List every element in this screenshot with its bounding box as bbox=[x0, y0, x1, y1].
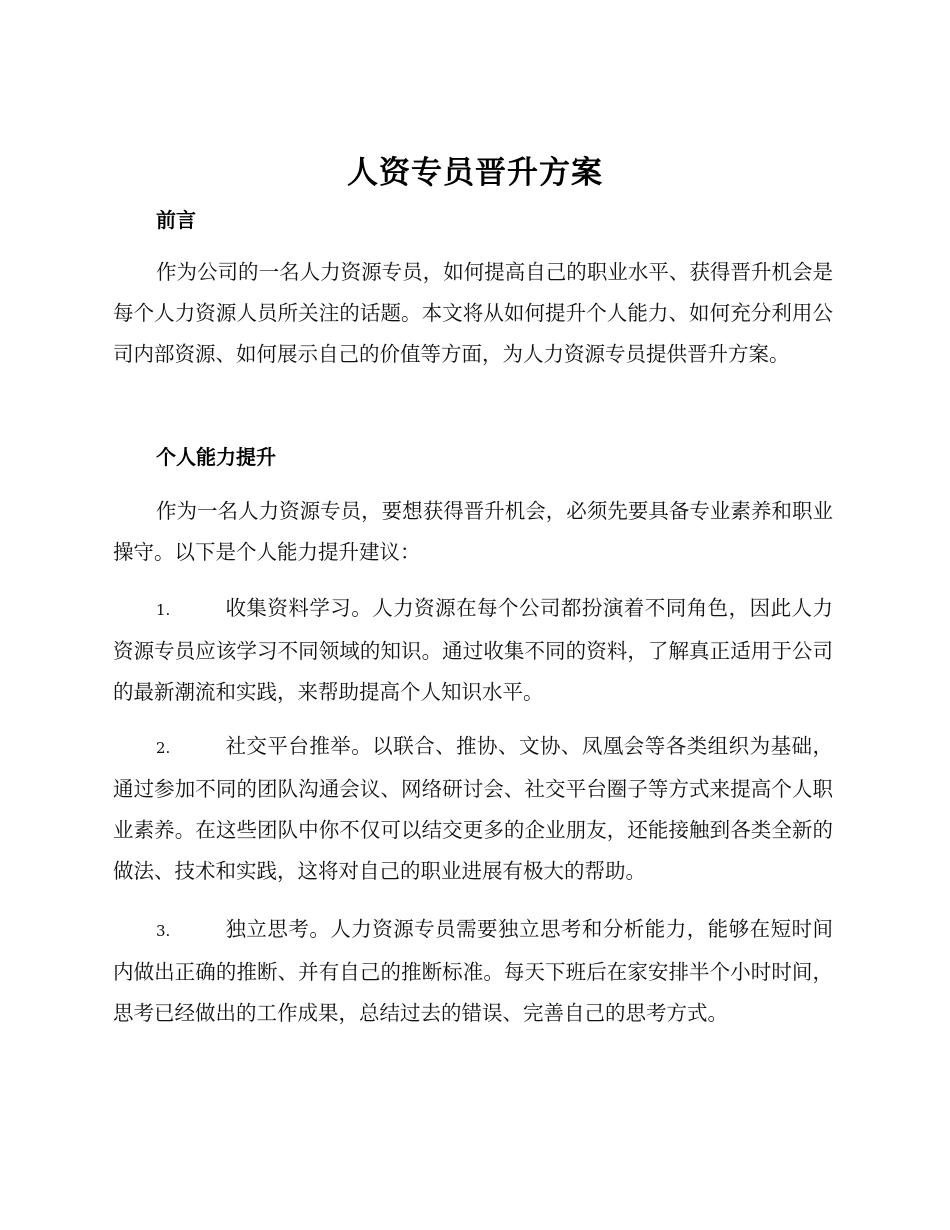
section-heading-ability: 个人能力提升 bbox=[156, 445, 276, 469]
list-item-number: 3. bbox=[156, 922, 171, 940]
document-title: 人资专员晋升方案 bbox=[347, 155, 603, 191]
list-item-number: 1. bbox=[156, 601, 171, 619]
ability-intro-paragraph: 作为一名人力资源专员，要想获得晋升机会，必须先要具备专业素养和职业操守。以下是个人能力提升建议： bbox=[113, 499, 833, 564]
list-item-text: 独立思考。人力资源专员需要独立思考和分析能力，能够在短时间内做出正确的推断、并有自己的推断标准。每天下班后在家安排半个小时时间，思考已经做出的工作成果，总结过去的错误、完善自己的思考方式。 bbox=[113, 917, 833, 1025]
list-item bbox=[113, 909, 833, 1034]
preface-paragraph: 作为公司的一名人力资源专员，如何提高自己的职业水平、获得晋升机会是每个人力资源人员所关注的话题。本文将从如何提升个人能力、如何充分利用公司内部资源、如何展示自己的价值等方面，为人力资源专员提供晋升方案。 bbox=[113, 260, 833, 366]
list-item-text: 收集资料学习。人力资源在每个公司都扮演着不同角色，因此人力资源专员应该学习不同领域的知识。通过收集不同的资料，了解真正适用于公司的最新潮流和实践，来帮助提高个人知识水平。 bbox=[113, 596, 833, 704]
list-item bbox=[113, 726, 833, 892]
list-item-text: 社交平台推举。以联合、推协、文协、凤凰会等各类组织为基础，通过参加不同的团队沟通会议、网络研讨会、社交平台圈子等方式来提高个人职业素养。在这些团队中你不仅可以结交更多的企业朋友，还能接触到各类全新的做法、技术和实践，这将对自己的职业进展有极大的帮助。 bbox=[113, 734, 833, 883]
list-item bbox=[113, 588, 833, 713]
section-heading-preface: 前言 bbox=[156, 208, 196, 232]
list-item-number: 2. bbox=[156, 739, 171, 757]
